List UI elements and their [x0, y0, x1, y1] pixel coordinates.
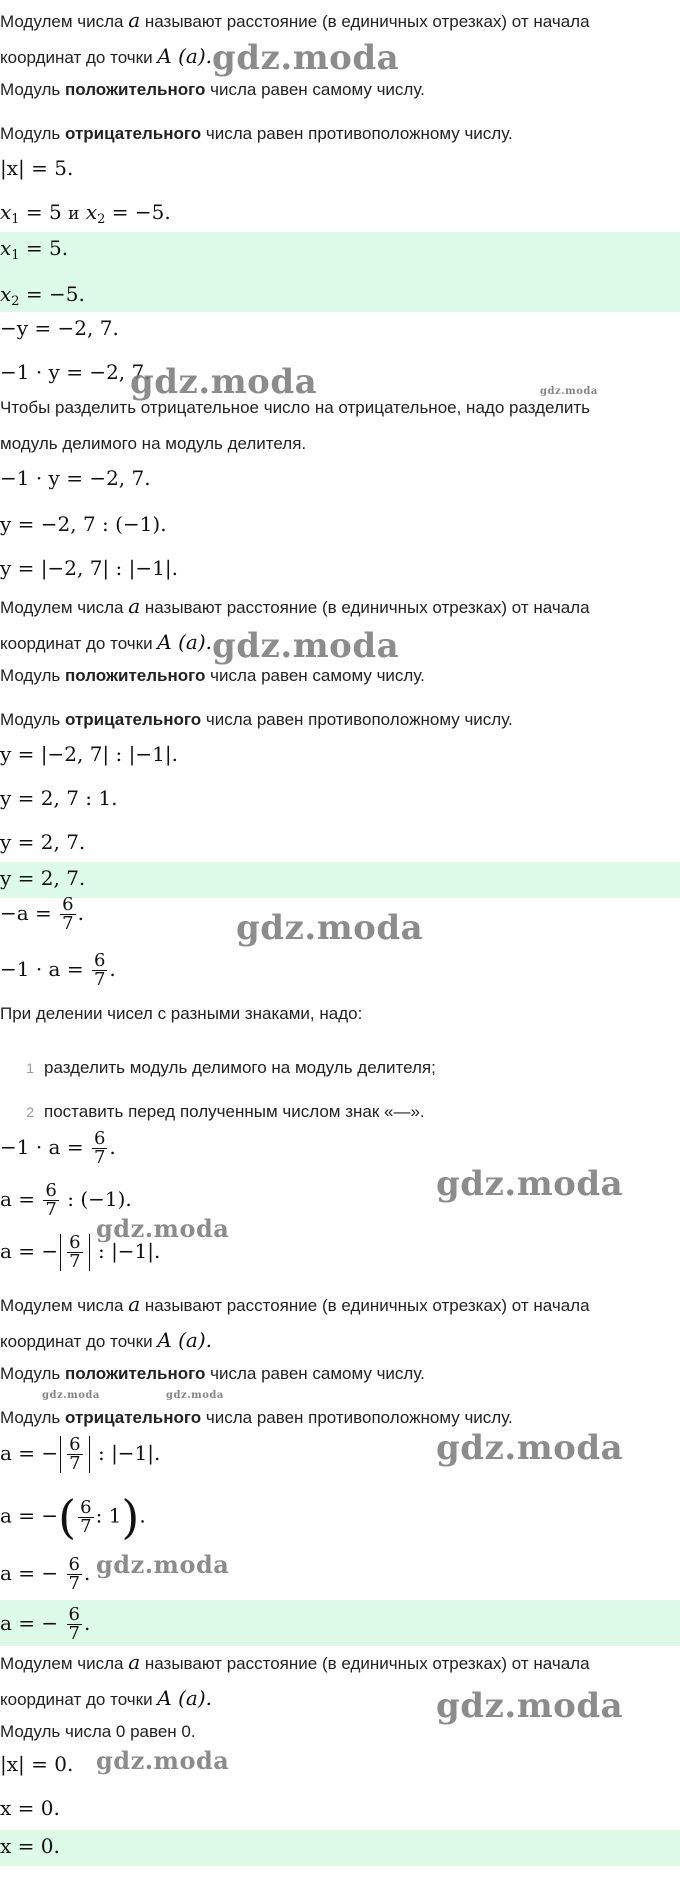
answer-equation: x = 0.: [0, 1834, 60, 1858]
equation: y = |−2, 7| : |−1|.: [0, 742, 178, 766]
watermark-logo: gdz.moda: [436, 1428, 624, 1468]
abs-definition-line-1: Модулем числа a называют расстояние (в единичных отрезках) от начала: [0, 1292, 590, 1316]
equation: a = −( $\frac{6}{7}$ : 1).: [0, 1490, 146, 1544]
absolute-value: $\frac{6}{7}$: [60, 1436, 89, 1473]
equation: y = 2, 7.: [0, 830, 86, 854]
answer-equation: $x_2 = -5$.: [0, 282, 85, 309]
equation: y = |−2, 7| : |−1|.: [0, 556, 178, 580]
answer-equation: y = 2, 7.: [0, 866, 86, 890]
abs-definition-line-2: координат до точки A (a).: [0, 630, 212, 654]
equation: −1 · y = −2, 7.: [0, 360, 151, 384]
positive-rule: Модуль положительного числа равен самому числу.: [0, 666, 425, 685]
answer-highlight: [0, 862, 680, 898]
watermark-logo: gdz.moda: [96, 1550, 230, 1579]
abs-definition-line-2: координат до точки A (a).: [0, 44, 212, 68]
watermark-logo: gdz.moda: [96, 1214, 230, 1243]
division-rule-line-1: Чтобы разделить отрицательное число на отрицательное, надо разделить: [0, 398, 591, 417]
equation: −1 · a = $\frac{6}{7}$ .: [0, 1128, 116, 1168]
watermark-logo: gdz.moda: [236, 908, 424, 948]
list-item: 2 поставить перед полученным числом знак «—».: [26, 1102, 425, 1121]
equation: |x| = 5.: [0, 156, 74, 180]
fraction: $\frac{6}{7}$: [62, 894, 74, 934]
positive-rule: Модуль положительного числа равен самому числу.: [0, 1364, 425, 1383]
fraction: $\frac{6}{7}$: [68, 1604, 80, 1644]
watermark-logo: gdz.moda: [130, 362, 318, 402]
equation: a = − $\frac{6}{7}$ .: [0, 1554, 91, 1594]
fraction: $\frac{6}{7}$: [93, 1128, 106, 1168]
answer-highlight: [0, 1600, 680, 1646]
answer-equation: $x_1 = 5$.: [0, 236, 69, 263]
fraction: $\frac{6}{7}$: [80, 1496, 92, 1537]
abs-definition-line-1: Модулем числа a называют расстояние (в единичных отрезках) от начала: [0, 1650, 590, 1674]
watermark-logo: gdz.moda: [540, 386, 598, 397]
watermark-logo: gdz.moda: [436, 1164, 624, 1204]
watermark-logo: gdz.moda: [96, 1746, 230, 1775]
answer-highlight: [0, 232, 680, 312]
watermark-logo: gdz.moda: [42, 1390, 100, 1401]
negative-rule: Модуль отрицательного числа равен противоположному числу.: [0, 710, 513, 729]
equation: −y = −2, 7.: [0, 316, 119, 340]
equation: −1 · a = $\frac{6}{7}$ .: [0, 950, 116, 990]
equation: a = − $\frac{6}{7}$ : |−1|.: [0, 1232, 161, 1272]
fraction: $\frac{6}{7}$: [68, 1554, 80, 1594]
equation: x = 0.: [0, 1796, 60, 1820]
watermark-logo: gdz.moda: [166, 1390, 224, 1401]
equation: a = − $\frac{6}{7}$ : |−1|.: [0, 1434, 161, 1474]
abs-definition-line-1: Модулем числа a называют расстояние (в единичных отрезках) от начала: [0, 8, 590, 32]
equation: |x| = 0.: [0, 1752, 74, 1776]
list-item: 1 разделить модуль делимого на модуль делителя;: [26, 1058, 436, 1077]
equation: −1 · y = −2, 7.: [0, 466, 151, 490]
watermark-logo: gdz.moda: [436, 1686, 624, 1726]
watermark-logo: gdz.moda: [212, 38, 400, 78]
watermark-logo: gdz.moda: [212, 626, 400, 666]
answer-equation: a = − $\frac{6}{7}$ .: [0, 1604, 91, 1644]
equation: a = $\frac{6}{7}$ : (−1).: [0, 1180, 132, 1220]
abs-definition-line-2: координат до точки A (a).: [0, 1328, 212, 1352]
negative-rule: Модуль отрицательного числа равен противоположному числу.: [0, 124, 513, 143]
answer-highlight: [0, 1830, 680, 1866]
zero-rule: Модуль числа 0 равен 0.: [0, 1722, 196, 1741]
abs-definition-line-1: Модулем числа a называют расстояние (в единичных отрезках) от начала: [0, 594, 590, 618]
equation: y = 2, 7 : 1.: [0, 786, 118, 810]
abs-definition-line-2: координат до точки A (a).: [0, 1686, 212, 1710]
equation: y = −2, 7 : (−1).: [0, 512, 167, 536]
positive-rule: Модуль положительного числа равен самому числу.: [0, 80, 425, 99]
division-rule-line-2: модуль делимого на модуль делителя.: [0, 434, 307, 453]
fraction: $\frac{6}{7}$: [45, 1180, 57, 1220]
sign-rule-title: При делении чисел с разными знаками, надо:: [0, 1004, 363, 1023]
negative-rule: Модуль отрицательного числа равен противоположному числу.: [0, 1408, 513, 1427]
equation: −a = $\frac{6}{7}$ .: [0, 894, 84, 934]
fraction: $\frac{6}{7}$: [93, 950, 106, 990]
absolute-value: $\frac{6}{7}$: [60, 1234, 89, 1271]
equation: $x_1 = 5$ и $x_2 = -5$.: [0, 200, 171, 227]
